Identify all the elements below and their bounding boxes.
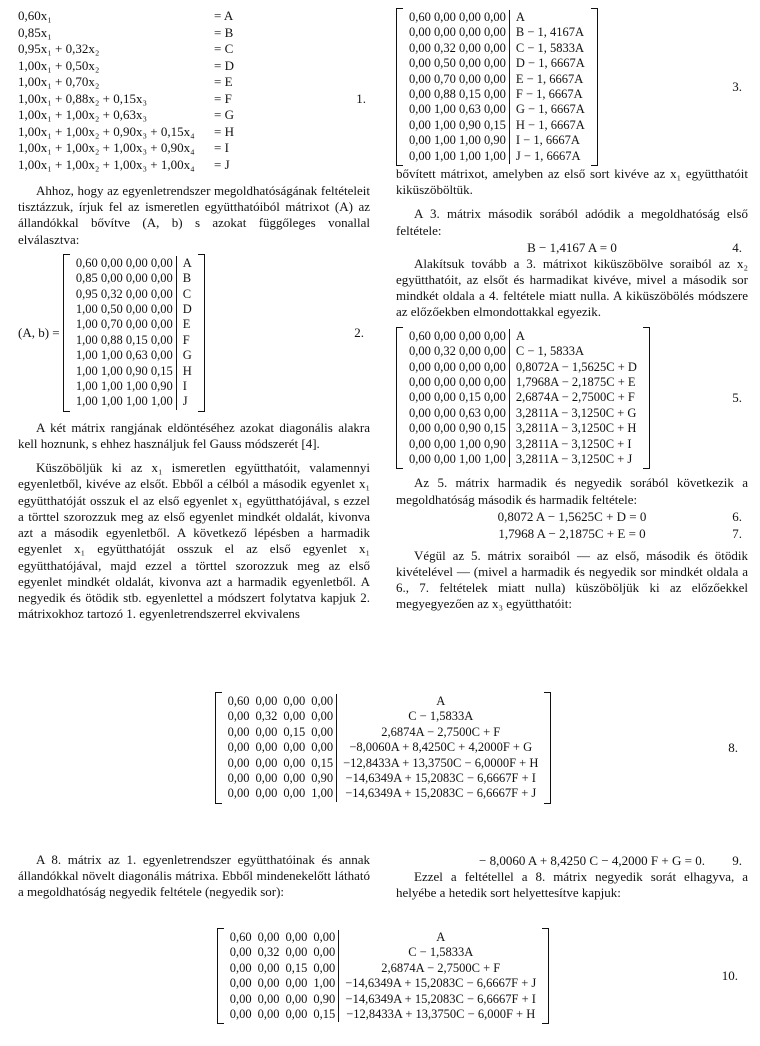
- equation-row: [18, 157, 370, 174]
- matrix-cell: 0,00 1,00 0,90 0,15: [409, 117, 506, 132]
- matrix-2-block: [18, 254, 370, 412]
- equation-rhs: = I: [214, 140, 229, 155]
- matrix-cell: 0,00: [313, 945, 336, 960]
- matrix-row: [225, 740, 542, 755]
- equation-lhs: 1,00x₁ + 0,70x₂: [18, 74, 100, 89]
- matrix-row: [406, 390, 640, 405]
- matrix-cell: 0,00: [283, 694, 306, 708]
- matrix-cell: 0,00: [313, 960, 336, 975]
- equation-rhs: = J: [214, 156, 230, 172]
- matrix-cell: 0,00: [229, 960, 252, 975]
- matrix-row: [227, 930, 540, 945]
- matrix-cell: 0,00 0,50 0,00 0,00: [409, 56, 506, 71]
- matrix-rhs-cell: 1,7968A − 2,1875C + E: [509, 375, 640, 390]
- matrix-cell: 0,00: [283, 786, 306, 801]
- matrix-rhs-cell: C: [176, 287, 195, 302]
- matrix-row: [406, 87, 588, 102]
- matrix-rhs-cell: 2,6874A − 2,7500C + F: [339, 961, 540, 976]
- matrix-cell: 0,00 0,00 0,00 0,00: [409, 359, 506, 374]
- matrix-row: [406, 41, 588, 56]
- matrix-row: [225, 771, 542, 786]
- matrix-rhs-cell: 3,2811A − 3,1250C + I: [509, 437, 640, 452]
- equation-row: [18, 74, 370, 91]
- matrix-cell: 1,00: [313, 976, 336, 991]
- matrix-row: [225, 725, 542, 740]
- matrix-cell: 0,00 0,00 0,15 0,00: [409, 390, 506, 405]
- condition-9: [396, 852, 748, 869]
- matrix-cell: 0,00: [285, 991, 308, 1006]
- matrix-cell: 0,00: [257, 930, 280, 944]
- matrix-rhs-cell: A: [176, 256, 195, 271]
- matrix-cell: 0,00: [229, 945, 252, 960]
- matrix-cell: 0,00 0,32 0,00 0,00: [409, 40, 506, 55]
- equation-lhs: 1,00x₁ + 1,00x₂ + 0,90x₃ + 0,15x₄: [18, 123, 195, 139]
- equation-number-5: 5.: [732, 390, 742, 406]
- matrix-rhs-cell: 3,2811A − 3,1250C + J: [509, 452, 640, 467]
- condition-7: [396, 525, 748, 542]
- matrix-8-block: [18, 692, 748, 804]
- matrix-row: [227, 1007, 540, 1022]
- matrix-row: [73, 333, 195, 348]
- right-column: [396, 8, 748, 613]
- matrix-rhs-cell: F − 1, 6667A: [509, 87, 587, 102]
- matrix-rhs-cell: H: [176, 364, 195, 379]
- equation-number-10: 10.: [721, 968, 738, 984]
- matrix-row: [406, 118, 588, 133]
- equation-row: [18, 58, 370, 75]
- matrix-cell: 0,00: [285, 930, 308, 944]
- matrix-rhs-cell: −8,0060A + 8,4250C + 4,2000F + G: [337, 740, 542, 755]
- matrix-cell: 0,00 0,88 0,15 0,00: [409, 87, 506, 102]
- matrix-rhs-cell: B − 1, 4167A: [509, 25, 587, 40]
- equation-lhs: 1,00x₁ + 1,00x₂ + 1,00x₃ + 1,00x₄: [18, 156, 195, 172]
- matrix-row: [73, 317, 195, 332]
- matrix-cell: 0,15: [311, 755, 334, 770]
- matrix-cell: 0,00 0,00 1,00 0,90: [409, 436, 506, 451]
- matrix-cell: 0,00: [311, 709, 334, 724]
- matrix-cell: 0,32: [257, 945, 280, 960]
- matrix-row: [406, 25, 588, 40]
- matrix-rhs-cell: A: [509, 10, 587, 25]
- matrix-cell: 1,00 0,70 0,00 0,00: [75, 317, 173, 332]
- matrix-row: [406, 149, 588, 164]
- equation-rhs: = E: [214, 74, 233, 89]
- equation-lhs: 1,00x₁ + 0,50x₂: [18, 57, 100, 73]
- bottom-left: [18, 852, 370, 901]
- matrix-cell: 1,00 1,00 1,00 0,90: [75, 379, 173, 394]
- equation-lhs: 0,85x₁: [18, 24, 52, 40]
- matrix-cell: 0,00: [229, 1007, 252, 1022]
- matrix-cell: 0,15: [283, 724, 306, 739]
- matrix-cell: 0,00: [227, 771, 250, 786]
- paragraph-extended-matrix: bővített mátrixot, amelyben az első sort kivéve az x₁ együtthatóit kiküszöböltük.: [396, 166, 748, 198]
- matrix-cell: 0,32: [255, 709, 278, 724]
- equation-row: [18, 25, 370, 42]
- matrix-cell: 0,85 0,00 0,00 0,00: [75, 271, 173, 286]
- equation-rhs: = B: [214, 24, 234, 40]
- matrix-rhs-cell: −14,6349A + 15,2083C − 6,6667F + I: [337, 771, 542, 786]
- matrix-row: [406, 437, 640, 452]
- matrix-cell: 0,00: [257, 1007, 280, 1022]
- matrix-rhs-cell: 0,8072A − 1,5625C + D: [509, 360, 640, 375]
- matrix-row: [406, 360, 640, 375]
- matrix-row: [406, 56, 588, 71]
- matrix-cell: 1,00 0,50 0,00 0,00: [75, 302, 173, 317]
- matrix-cell: 1,00 1,00 0,63 0,00: [75, 348, 173, 363]
- matrix-row: [73, 271, 195, 286]
- equation-rhs: = G: [214, 107, 234, 122]
- matrix-row: [406, 329, 640, 344]
- matrix-cell: 0,00: [229, 991, 252, 1006]
- matrix-cell: 0,00: [283, 740, 306, 755]
- matrix-row: [227, 945, 540, 960]
- matrix-row: [406, 344, 640, 359]
- matrix-cell: 0,00: [313, 930, 336, 944]
- matrix-cell: 0,00 0,00 0,90 0,15: [409, 421, 506, 436]
- matrix-3-block: [396, 8, 748, 166]
- matrix-rhs-cell: −12,8433A + 13,3750C − 6,0000F + H: [337, 756, 542, 771]
- matrix-rhs-cell: D: [176, 302, 195, 317]
- matrix-cell: 1,00 0,88 0,15 0,00: [75, 332, 173, 347]
- equation-rhs: = H: [214, 123, 234, 139]
- matrix-cell: 0,00: [255, 724, 278, 739]
- matrix-rhs-cell: 3,2811A − 3,1250C + H: [509, 421, 640, 436]
- matrix-row: [406, 133, 588, 148]
- matrix-5-block: [396, 327, 748, 470]
- matrix-rhs-cell: A: [339, 930, 540, 945]
- condition-4-expr: B − 1,4167 A = 0: [527, 239, 617, 255]
- matrix-row: [225, 756, 542, 771]
- matrix-cell: 0,00: [227, 740, 250, 755]
- matrix-cell: 0,00: [229, 976, 252, 991]
- matrix-cell: 0,60 0,00 0,00 0,00: [409, 10, 506, 24]
- equation-row: [18, 8, 370, 25]
- equation-number-3: 3.: [732, 79, 742, 95]
- matrix-cell: 0,00: [227, 786, 250, 801]
- matrix-cell: 0,00: [255, 694, 278, 708]
- matrix-rhs-cell: J − 1, 6667A: [509, 149, 587, 164]
- matrix-cell: 1,00: [311, 786, 334, 801]
- matrix-row: [73, 287, 195, 302]
- equation-number-6: 6.: [732, 508, 742, 524]
- matrix-row: [227, 976, 540, 991]
- matrix-row: [406, 406, 640, 421]
- equation-lhs: 1,00x₁ + 1,00x₂ + 0,63x₃: [18, 107, 148, 122]
- bottom-right: [396, 852, 748, 901]
- equation-lhs: 0,60x₁: [18, 8, 52, 23]
- matrix-cell: 0,00: [311, 694, 334, 708]
- matrix-row: [406, 375, 640, 390]
- equation-row: [18, 124, 370, 141]
- matrix-row: [406, 72, 588, 87]
- paragraph-first-condition: A 3. mátrix második sorából adódik a megoldhatóság első feltétele:: [396, 206, 748, 238]
- matrix-row: [73, 256, 195, 271]
- matrix-rhs-cell: −14,6349A + 15,2083C − 6,6667F + I: [339, 992, 540, 1007]
- matrix-cell: 0,00 1,00 1,00 0,90: [409, 133, 506, 148]
- matrix-cell: 0,00 0,00 0,00 0,00: [409, 25, 506, 40]
- matrix-rhs-cell: E: [176, 317, 195, 332]
- matrix-cell: 0,00: [311, 740, 334, 755]
- matrix-cell: 0,00: [283, 755, 306, 770]
- matrix-cell: 0,60 0,00 0,00 0,00: [75, 255, 173, 270]
- matrix-rhs-cell: F: [176, 333, 195, 348]
- matrix-rhs-cell: B: [176, 271, 195, 286]
- matrix-rhs-cell: 2,6874A − 2,7500C + F: [509, 390, 640, 405]
- paragraph-second-third-condition: Az 5. mátrix harmadik és negyedik sorából következik a megoldhatóság második és harmadik feltétele:: [396, 475, 748, 507]
- equation-row: [18, 107, 370, 124]
- equation-system-1: [18, 8, 370, 173]
- matrix-cell: 0,00: [283, 709, 306, 724]
- matrix-rhs-cell: J: [176, 394, 195, 409]
- matrix-10-block: [18, 928, 748, 1024]
- matrix-5: [396, 327, 650, 470]
- matrix-cell: 0,00: [257, 976, 280, 991]
- matrix-rhs-cell: C − 1, 5833A: [509, 41, 587, 56]
- matrix-cell: 0,00 1,00 0,63 0,00: [409, 102, 506, 117]
- matrix-row: [227, 961, 540, 976]
- matrix-rhs-cell: E − 1, 6667A: [509, 72, 587, 87]
- matrix-cell: 0,00: [227, 724, 250, 739]
- paragraph-matrix-intro: Ahhoz, hogy az egyenletrendszer megoldhatóságának feltételeit tisztázzuk, írjuk fel az ismeretlen együtthatóiból mátrixot (A) az állandókkal bővítve (A, b) s azokat függőleges vonallal elválasztva:: [18, 183, 370, 247]
- matrix-row: [73, 379, 195, 394]
- condition-9-expr: − 8,0060 A + 8,4250 C − 4,2000 F + G = 0.: [479, 853, 705, 868]
- matrix-cell: 0,60: [227, 694, 250, 708]
- equation-number-2: 2.: [354, 324, 364, 340]
- equation-rhs: = C: [214, 41, 234, 56]
- matrix-cell: 0,95 0,32 0,00 0,00: [75, 286, 173, 301]
- matrix-2: [63, 254, 205, 412]
- matrix-row: [225, 694, 542, 709]
- matrix-cell: 0,00: [311, 724, 334, 739]
- equation-number-8: 8.: [728, 739, 738, 755]
- matrix-cell: 0,00: [285, 976, 308, 991]
- matrix-cell: 1,00 1,00 0,90 0,15: [75, 363, 173, 378]
- matrix-row: [406, 421, 640, 436]
- matrix-rhs-cell: C − 1, 5833A: [509, 344, 640, 359]
- matrix-rhs-cell: −14,6349A + 15,2083C − 6,6667F + J: [337, 786, 542, 801]
- matrix-2-label: (A, b) =: [18, 324, 60, 340]
- left-column: [18, 8, 370, 622]
- matrix-cell: 0,00: [255, 755, 278, 770]
- matrix-rhs-cell: I − 1, 6667A: [509, 133, 587, 148]
- equation-row: [18, 140, 370, 157]
- matrix-row: [225, 709, 542, 724]
- matrix-cell: 0,90: [311, 771, 334, 786]
- equation-row: [18, 91, 370, 108]
- matrix-rhs-cell: H − 1, 6667A: [509, 118, 587, 133]
- paragraph-rank: A két mátrix rangjának eldöntéséhez azokat diagonális alakra kell hoznunk, s ehhez használjuk fel Gauss módszerét [4].: [18, 419, 370, 452]
- matrix-cell: 0,00: [227, 709, 250, 724]
- paragraph-fourth-condition: A 8. mátrix az 1. egyenletrendszer együtthatóinak és annak állandókkal növelt diagonális mátrixa. Ebből mindenekelőtt látható a megoldhatóság negyedik feltétele (negyedik sor):: [18, 852, 370, 900]
- matrix-rhs-cell: G − 1, 6667A: [509, 102, 587, 117]
- paragraph-substitute-row: Ezzel a feltétellel a 8. mátrix negyedik sorát elhagyva, a helyébe a hetedik sort helyettesítve kapjuk:: [396, 869, 748, 901]
- matrix-cell: 0,00 0,00 1,00 1,00: [409, 451, 506, 466]
- matrix-row: [225, 786, 542, 801]
- paragraph-elimination: Küszöböljük ki az x₁ ismeretlen együtthatóit, valamennyi egyenletből, kivéve az elsőt. Ebből a célból a második egyenlet x₁ együtthatóját osszuk el az első egyenlet x₁ együtthatójával, s ezzel a törttel szorozzuk meg az első egyenlet mindkét oldalát, kivonva azt a második egyenletből. A következő lépésben a harmadik egyenlet x₁ együtthatóját osszuk el az első egyenlet x₁ együtthatójával, majd ezzel a törttel szorozzuk meg az első egyenlet mindkét oldalát, kivonva azt a harmadik egyenletből. A negyedik és ötödik stb. egyenlettel a módszert folytatva kapjuk 2. mátrixokhoz tartozó 1. egyenletrendszerrel ekvivalens: [18, 460, 370, 622]
- equation-number-9: 9.: [732, 853, 742, 868]
- condition-4: [396, 239, 748, 256]
- matrix-cell: 0,00: [257, 960, 280, 975]
- matrix-8: [215, 692, 552, 804]
- matrix-row: [227, 992, 540, 1007]
- equation-rhs: = D: [214, 57, 234, 73]
- matrix-cell: 0,00: [285, 1007, 308, 1022]
- matrix-cell: 0,00 1,00 1,00 1,00: [409, 148, 506, 163]
- matrix-rhs-cell: A: [509, 329, 640, 344]
- matrix-rhs-cell: D − 1, 6667A: [509, 56, 587, 71]
- matrix-row: [73, 394, 195, 409]
- equation-row: [18, 41, 370, 58]
- equation-lhs: 0,95x₁ + 0,32x₂: [18, 41, 100, 56]
- condition-6-expr: 0,8072 A − 1,5625C + D = 0: [497, 508, 647, 524]
- matrix-rhs-cell: 3,2811A − 3,1250C + G: [509, 406, 640, 421]
- matrix-cell: 1,00 1,00 1,00 1,00: [75, 394, 173, 409]
- matrix-cell: 0,00: [227, 755, 250, 770]
- matrix-cell: 0,15: [313, 1007, 336, 1022]
- matrix-cell: 0,00 0,00 0,63 0,00: [409, 405, 506, 420]
- condition-7-expr: 1,7968 A − 2,1875C + E = 0: [498, 525, 646, 541]
- matrix-rhs-cell: −12,8433A + 13,3750C − 6,000F + H: [339, 1007, 540, 1022]
- matrix-cell: 0,00: [255, 771, 278, 786]
- matrix-cell: 0,00: [257, 991, 280, 1006]
- matrix-cell: 0,90: [313, 991, 336, 1006]
- matrix-row: [73, 364, 195, 379]
- equation-number-7: 7.: [732, 525, 742, 541]
- equation-rhs: = F: [214, 90, 232, 106]
- matrix-10: [217, 928, 550, 1024]
- equation-number-4: 4.: [732, 239, 742, 255]
- matrix-row: [73, 348, 195, 363]
- matrix-row: [406, 10, 588, 25]
- matrix-row: [406, 102, 588, 117]
- matrix-rhs-cell: C − 1,5833A: [337, 709, 542, 724]
- matrix-rhs-cell: −14,6349A + 15,2083C − 6,6667F + J: [339, 976, 540, 991]
- matrix-rhs-cell: 2,6874A − 2,7500C + F: [337, 725, 542, 740]
- matrix-cell: 0,60: [229, 930, 252, 944]
- matrix-row: [73, 302, 195, 317]
- matrix-cell: 0,00 0,00 0,00 0,00: [409, 374, 506, 389]
- equation-rhs: = A: [214, 8, 234, 23]
- matrix-rhs-cell: I: [176, 379, 195, 394]
- matrix-cell: 0,00 0,32 0,00 0,00: [409, 344, 506, 359]
- matrix-cell: 0,00 0,70 0,00 0,00: [409, 71, 506, 86]
- matrix-row: [406, 452, 640, 467]
- equation-lhs: 1,00x₁ + 1,00x₂ + 1,00x₃ + 0,90x₄: [18, 140, 195, 155]
- matrix-cell: 0,60 0,00 0,00 0,00: [409, 328, 506, 343]
- matrix-rhs-cell: A: [337, 694, 542, 709]
- paragraph-x3-elimination: Végül az 5. mátrix soraiból — az első, második és ötödik kivételével — (mivel a harmadik és negyedik sor mindkét oldala a 6., 7. feltételek miatt nulla) küszöböljük ki az előzőekkel megyegyezően az x₃ együtthatóit:: [396, 547, 748, 612]
- equation-lhs: 1,00x₁ + 0,88x₂ + 0,15x₃: [18, 90, 148, 106]
- paragraph-further-elimination: Alakítsuk tovább a 3. mátrixot kiküszöbölve soraiból az x₂ együtthatóit, az elsőt és harmadikat kivéve, mivel a második sor mindkét oldala a 4. feltétele miatt nulla. A kiküszöbölés módszere az előzőekben elmondottakkal egyezik.: [396, 255, 748, 320]
- matrix-cell: 0,00: [255, 786, 278, 801]
- matrix-rhs-cell: G: [176, 348, 195, 363]
- equation-number-1: 1.: [356, 90, 366, 106]
- matrix-3: [396, 8, 598, 166]
- condition-6: [396, 508, 748, 525]
- matrix-cell: 0,00: [255, 740, 278, 755]
- matrix-cell: 0,00: [285, 945, 308, 960]
- matrix-rhs-cell: C − 1,5833A: [339, 945, 540, 960]
- matrix-cell: 0,15: [285, 960, 308, 975]
- matrix-cell: 0,00: [283, 771, 306, 786]
